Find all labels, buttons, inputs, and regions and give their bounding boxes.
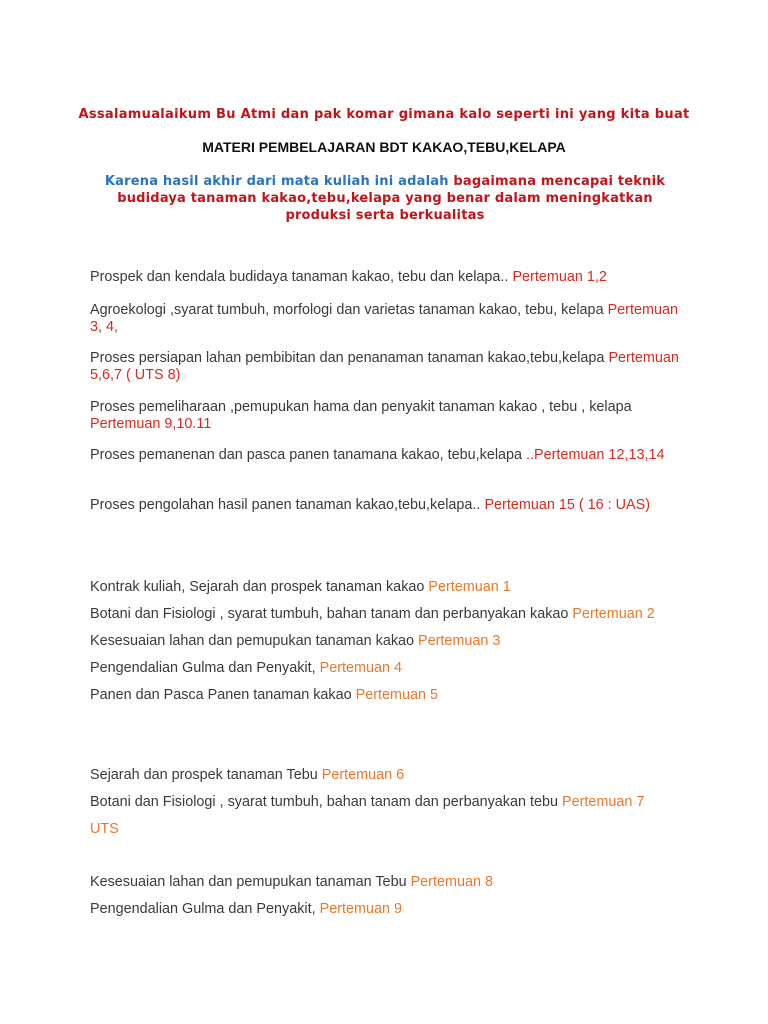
plan-meeting: Pertemuan 8: [410, 874, 493, 890]
plan-text: Panen dan Pasca Panen tanaman kakao: [90, 687, 356, 703]
topic-meeting: Pertemuan 3, 4,: [90, 302, 678, 335]
plan-item: [90, 628, 690, 655]
topic-text: Proses persiapan lahan pembibitan dan penanaman tanaman kakao,tebu,kelapa: [90, 350, 609, 366]
plan-item: [90, 869, 690, 896]
topic-meeting: Pertemuan 1,2: [512, 269, 607, 285]
plan-meeting: Pertemuan 1: [428, 579, 511, 595]
intro-paragraph: [90, 173, 680, 224]
plan-item: [90, 762, 690, 789]
plan-text: Pengendalian Gulma dan Penyakit,: [90, 660, 320, 676]
plan-item: [90, 655, 690, 682]
plan-text: Pengendalian Gulma dan Penyakit,: [90, 901, 320, 917]
plan-meeting: Pertemuan 4: [319, 660, 403, 676]
tebu-plan-list-b: [90, 869, 690, 923]
topic-item: [90, 269, 680, 286]
plan-item: [90, 574, 690, 601]
plan-text: Kontrak kuliah, Sejarah dan prospek tanaman kakao: [90, 579, 429, 595]
plan-meeting: Pertemuan 2: [572, 606, 655, 622]
topic-text: Proses pemanenan dan pasca panen tanamana kakao, tebu,kelapa: [90, 447, 527, 463]
plan-text: Kesesuaian lahan dan pemupukan tanaman Tebu: [90, 874, 411, 890]
intro-blue-text: Karena hasil akhir dari mata kuliah ini adalah: [104, 174, 449, 189]
plan-meeting: Pertemuan 9: [319, 901, 403, 917]
plan-item: [90, 896, 690, 923]
plan-item: [90, 601, 675, 628]
plan-meeting: Pertemuan 3: [418, 633, 501, 649]
greeting-line: Assalamualaikum Bu Atmi dan pak komar gimana kalo seperti ini yang kita buat: [78, 107, 690, 122]
topic-item: [90, 399, 680, 433]
plan-item: [90, 789, 675, 843]
topic-item: [90, 302, 680, 336]
plan-meeting: Pertemuan 7 UTS: [90, 794, 645, 837]
topic-meeting: Pertemuan 15 ( 16 : UAS): [484, 497, 651, 513]
plan-text: Sejarah dan prospek tanaman Tebu: [90, 767, 322, 783]
topic-item: [90, 447, 680, 464]
plan-item: [90, 682, 690, 709]
topic-meeting: Pertemuan 9,10.11: [90, 416, 212, 432]
topic-text: Proses pemeliharaan ,pemupukan hama dan penyakit tanaman kakao , tebu , kelapa: [90, 399, 632, 415]
topic-meeting: Pertemuan 5,6,7 ( UTS 8): [90, 350, 679, 383]
topic-item: [90, 497, 680, 514]
page-title: MATERI PEMBELAJARAN BDT KAKAO,TEBU,KELAPA: [202, 139, 566, 155]
topic-text: Prospek dan kendala budidaya tanaman kakao, tebu dan kelapa..: [90, 269, 513, 285]
topic-meeting: ..Pertemuan 12,13,14: [526, 447, 665, 463]
kakao-plan-list: [90, 574, 690, 709]
intro-red-text: bagaimana mencapai teknik budidaya tanaman kakao,tebu,kelapa yang benar dalam meningkatkan produksi serta berkualitas: [117, 174, 666, 223]
topic-text: Proses pengolahan hasil panen tanaman kakao,tebu,kelapa..: [90, 497, 485, 513]
topic-text: Agroekologi ,syarat tumbuh, morfologi dan varietas tanaman kakao, tebu, kelapa: [90, 302, 608, 318]
tebu-plan-list-a: [90, 762, 690, 843]
topic-item: [90, 350, 680, 384]
plan-meeting: Pertemuan 6: [321, 767, 405, 783]
plan-text: Botani dan Fisiologi , syarat tumbuh, bahan tanam dan perbanyakan tebu: [90, 794, 563, 810]
plan-text: Botani dan Fisiologi , syarat tumbuh, bahan tanam dan perbanyakan kakao: [90, 606, 573, 622]
plan-text: Kesesuaian lahan dan pemupukan tanaman kakao: [90, 633, 419, 649]
plan-meeting: Pertemuan 5: [355, 687, 439, 703]
